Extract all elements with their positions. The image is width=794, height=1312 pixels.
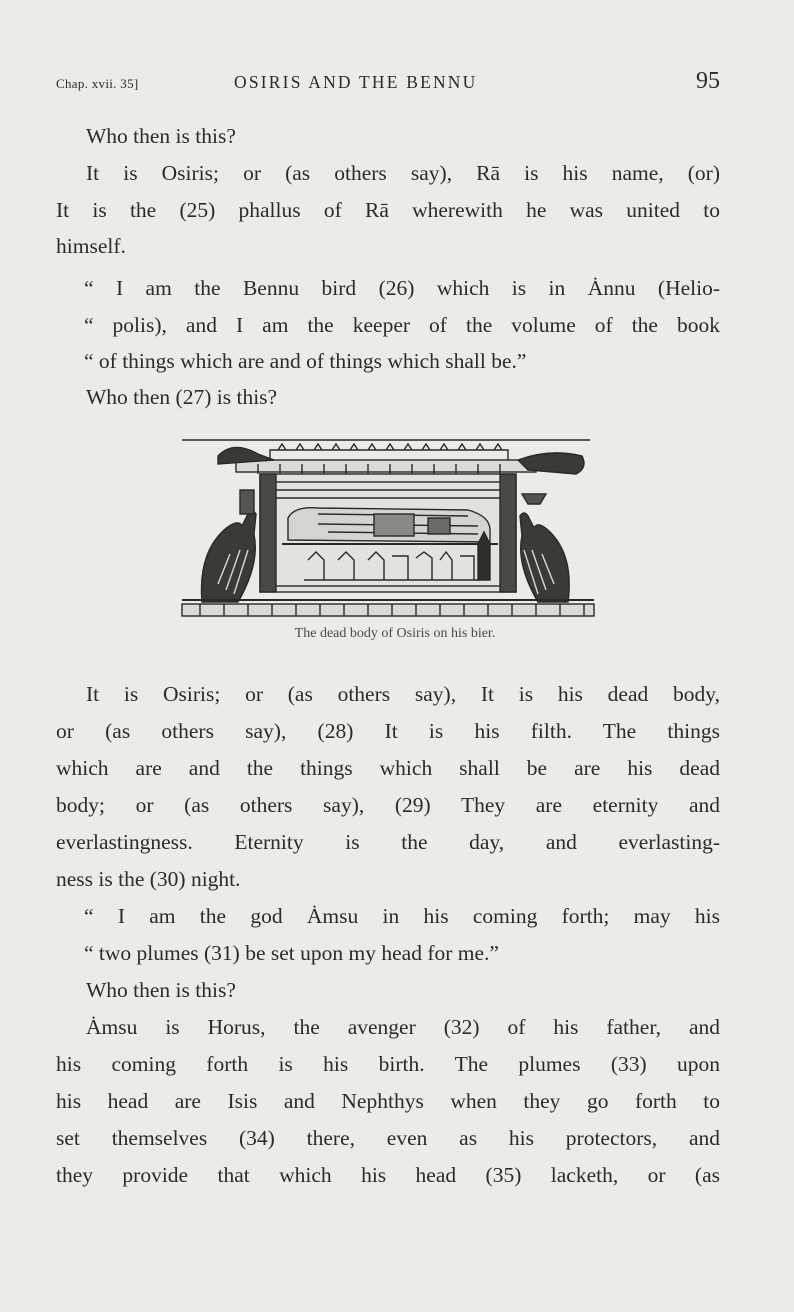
bier-illustration: [178, 434, 600, 622]
text-line: It is Osiris; or (as others say), It is his dead body,: [86, 682, 720, 706]
figure-caption: The dead body of Osiris on his bier.: [294, 626, 496, 641]
text-line: “ I am the god Ȧmsu in his coming forth; may his: [84, 904, 720, 928]
text-line: Who then is this?: [86, 124, 236, 148]
running-title: OSIRIS AND THE BENNU: [234, 72, 478, 92]
text-line: It is Osiris; or (as others say), Rā is his name, (or): [86, 161, 720, 185]
text-line: set themselves (34) there, even as his protectors, and: [56, 1126, 720, 1150]
text-line: which are and the things which shall be are his dead: [56, 756, 720, 780]
page-number: 95: [696, 68, 720, 94]
running-head: [56, 66, 720, 102]
text-line: “ two plumes (31) be set upon my head for me.”: [84, 941, 499, 965]
text-line: his head are Isis and Nephthys when they go forth to: [56, 1089, 720, 1113]
text-line: ness is the (30) night.: [56, 867, 241, 891]
chapter-reference: Chap. xvii. 35]: [56, 76, 139, 91]
text-line: Who then is this?: [86, 978, 236, 1002]
text-line: body; or (as others say), (29) They are eternity and: [56, 793, 720, 817]
text-line: It is the (25) phallus of Rā wherewith he was united to: [56, 198, 720, 222]
text-line: his coming forth is his birth. The plumes (33) upon: [56, 1052, 720, 1076]
text-line: “ I am the Bennu bird (26) which is in Ȧnnu (Helio-: [84, 276, 720, 300]
text-line: Who then (27) is this?: [86, 385, 278, 409]
text-line: everlastingness. Eternity is the day, and everlasting-: [56, 830, 720, 854]
text-line: or (as others say), (28) It is his filth. The things: [56, 719, 720, 743]
text-line: Ȧmsu is Horus, the avenger (32) of his father, and: [86, 1015, 720, 1039]
text-line: they provide that which his head (35) lacketh, or (as: [56, 1163, 720, 1187]
text-line: himself.: [56, 234, 126, 258]
text-line: “ polis), and I am the keeper of the volume of the book: [84, 313, 720, 337]
text-line: “ of things which are and of things which shall be.”: [84, 349, 527, 373]
